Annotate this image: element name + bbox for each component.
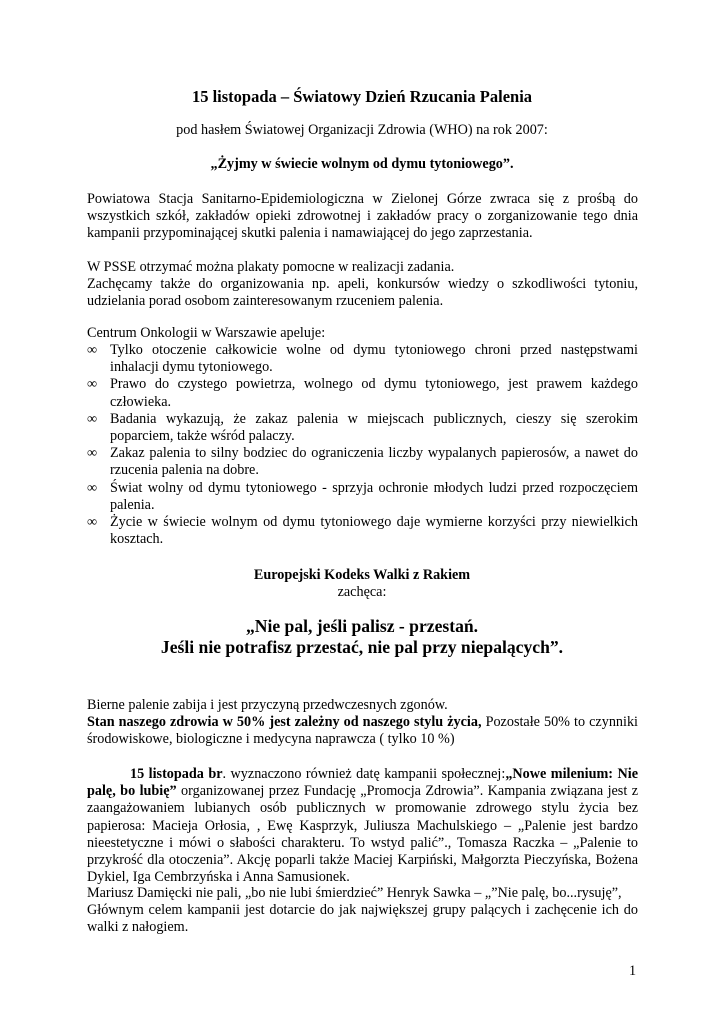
list-item bbox=[87, 445, 638, 479]
slogan bbox=[0, 616, 724, 658]
list-item-text: Świat wolny od dymu tytoniowego - sprzyja ochronie młodych ludzi przed rozpoczęciem palenia. bbox=[110, 479, 638, 513]
campaign-text-1: . wyznaczono również datę kampanii społecznej: bbox=[222, 766, 506, 782]
list-item-text: Tylko otoczenie całkowicie wolne od dymu tytoniowego chroni przed następstwami inhalacji dymu tytoniowego. bbox=[110, 342, 638, 376]
slogan-line-1: „Nie pal, jeśli palisz - przestań. bbox=[245, 616, 479, 636]
infinity-bullet-icon: ∞ bbox=[87, 410, 98, 427]
centrum-heading: Centrum Onkologii w Warszawie apeluje: bbox=[87, 325, 326, 341]
infinity-bullet-icon: ∞ bbox=[87, 445, 98, 462]
campaign-text-2: organizowanej przez Fundację „Promocja Zdrowia”. Kampania związana jest z zaangażowaniem lubianych osób publicznych w promowanie zdrowego stylu życia bez papierosa: Macieja Orłosia, , Ewę Kasprzyk, Juliusza Machulskiego – „Palenie jest bardzo nieestetyczne i mówi o słabości charakteru. To wstyd palić”., Tomasza Raczka – „Palenie to przykrość dla otoczenia”. Akcję poparli także Maciej Karpiński, Małgorzta Pieczyńska, Bożena Dykiel, Iga Cembrzyńska i Anna Samusionek. bbox=[87, 783, 638, 886]
list-item-text: Życie w świecie wolnym od dymu tytoniowego daje wymierne korzyści przy niewielkich kosztach. bbox=[110, 514, 638, 548]
list-item-text: Prawo do czystego powietrza, wolnego od dymu tytoniowego, jest prawem każdego człowieka. bbox=[110, 376, 638, 410]
infinity-bullet-icon: ∞ bbox=[87, 376, 98, 393]
infinity-bullet-icon: ∞ bbox=[87, 342, 98, 358]
list-item bbox=[87, 376, 638, 410]
campaign-name: „Nowe milenium: Nie palę, bo lubię” bbox=[87, 766, 638, 800]
campaign-goal: Głównym celem kampanii jest dotarcie do jak największej grupy palących i zachęcenie ich do walki z nałogiem. bbox=[87, 902, 638, 936]
passive-smoking-line: Bierne palenie zabija i jest przyczyną przedwczesnych zgonów. bbox=[87, 697, 448, 713]
mariusz-line: Mariusz Damięcki nie pali, „bo nie lubi śmierdzieć” Henryk Sawka – „”Nie palę, bo...rysuję”, bbox=[87, 885, 622, 901]
psse-line: W PSSE otrzymać można plakaty pomocne w realizacji zadania. bbox=[87, 259, 455, 275]
page-number: 1 bbox=[629, 963, 637, 979]
list-item bbox=[87, 480, 638, 514]
encourage-paragraph: Zachęcamy także do organizowania np. apeli, konkursów wiedzy o szkodliwości tytoniu, udzielania porad osobom zainteresowanym rzuceniem palenia. bbox=[87, 276, 638, 310]
list-item-text: Badania wykazują, że zakaz palenia w miejscach publicznych, cieszy się szerokim poparciem, także wśród palaczy. bbox=[110, 410, 638, 445]
list-item bbox=[87, 514, 638, 548]
list-item bbox=[87, 411, 638, 445]
kodeks-title: Europejski Kodeks Walki z Rakiem bbox=[253, 567, 471, 583]
subtitle: pod hasłem Światowej Organizacji Zdrowia (WHO) na rok 2007: bbox=[176, 122, 548, 138]
campaign-paragraph bbox=[87, 766, 638, 886]
health-bold-text: Stan naszego zdrowia w 50% jest zależny od naszego stylu życia, bbox=[87, 714, 482, 730]
intro-paragraph: Powiatowa Stacja Sanitarno-Epidemiologiczna w Zielonej Górze zwraca się z prośbą do wszystkich szkół, zakładów opieki zdrowotnej i zakładów pracy o zorganizowanie tego dnia kampanii przypominającej skutki palenia i namawiającej do jego zaprzestania. bbox=[87, 191, 638, 242]
motto: „Żyjmy w świecie wolnym od dymu tytoniowego”. bbox=[210, 156, 514, 172]
bullet-list bbox=[87, 342, 638, 548]
list-item bbox=[87, 342, 638, 376]
health-paragraph bbox=[87, 714, 638, 748]
document-title: 15 listopada – Światowy Dzień Rzucania Palenia bbox=[191, 87, 533, 106]
infinity-bullet-icon: ∞ bbox=[87, 479, 98, 496]
list-item-text: Zakaz palenia to silny bodziec do ograniczenia liczby wypalanych papierosów, a nawet do rzucenia palenia na dobre. bbox=[110, 445, 638, 479]
kodeks-subtitle: zachęca: bbox=[337, 584, 387, 600]
infinity-bullet-icon: ∞ bbox=[87, 514, 98, 531]
health-rest-text: Pozostałe 50% to czynniki środowiskowe, biologiczne i medycyna naprawcza ( tylko 10 %) bbox=[87, 714, 638, 748]
campaign-date: 15 listopada br bbox=[130, 766, 223, 782]
slogan-line-2: Jeśli nie potrafisz przestać, nie pal przy niepalących”. bbox=[160, 637, 564, 657]
